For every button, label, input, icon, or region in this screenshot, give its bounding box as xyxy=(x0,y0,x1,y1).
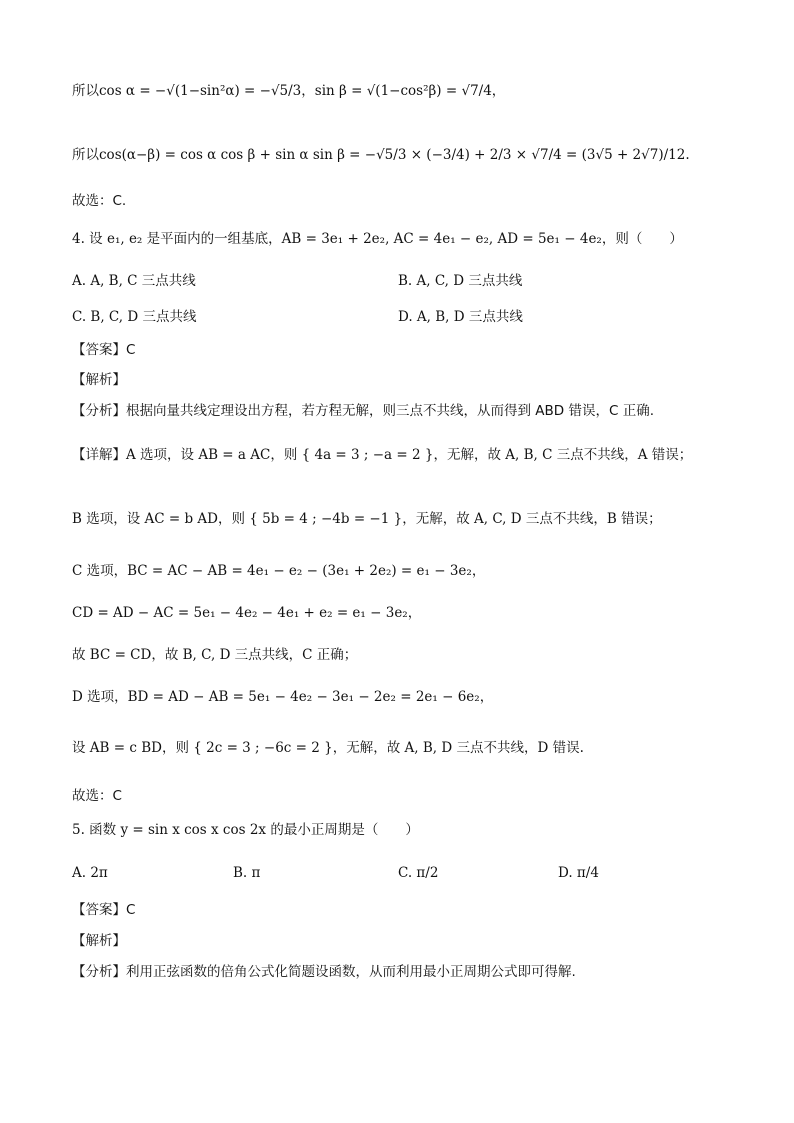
q5-fenxi: 【分析】利用正弦函数的倍角公式化简题设函数，从而利用最小正周期公式即可得解. xyxy=(72,964,576,980)
q4-option-b: B. A, C, D 三点共线 xyxy=(398,273,523,289)
solution-cos-alpha-line: 所以cos α = −√(1−sin²α) = −√5/3，sin β = √(1−cos²β) = √7/4， xyxy=(72,83,506,99)
q5-option-a: A. 2π xyxy=(72,865,108,881)
q4-detail-c3: 故 BC = CD，故 B, C, D 三点共线，C 正确； xyxy=(72,647,358,663)
q4-fenxi: 【分析】根据向量共线定理设出方程，若方程无解，则三点不共线，从而得到 ABD 错误，C 正确. xyxy=(72,403,654,419)
q4-detail-a: 【详解】A 选项，设 AB = a AC，则 { 4a = 3 ; −a = 2 }，无解，故 A, B, C 三点不共线，A 错误； xyxy=(72,447,693,463)
q4-detail-c1: C 选项，BC = AC − AB = 4e₁ − e₂ − (3e₁ + 2e₂) = e₁ − 3e₂， xyxy=(72,563,486,579)
q4-answer: 【答案】C xyxy=(72,342,136,358)
q4-option-a: A. A, B, C 三点共线 xyxy=(72,273,196,289)
answer-choice-line: 故选：C. xyxy=(72,193,127,209)
question-5-stem: 5. 函数 y = sin x cos x cos 2x 的最小正周期是（ ） xyxy=(72,822,419,838)
q4-analysis-heading: 【解析】 xyxy=(72,372,126,388)
question-4-stem: 4. 设 e₁, e₂ 是平面内的一组基底，AB = 3e₁ + 2e₂, AC = 4e₁ − e₂, AD = 5e₁ − 4e₂，则（ ） xyxy=(72,231,683,247)
q4-detail-c2: CD = AD − AC = 5e₁ − 4e₂ − 4e₁ + e₂ = e₁ − 3e₂， xyxy=(72,605,422,621)
q5-analysis-heading: 【解析】 xyxy=(72,933,126,949)
solution-cos-diff-line: 所以cos(α−β) = cos α cos β + sin α sin β = −√5/3 × (−3/4) + 2/3 × √7/4 = (3√5 + 2√7)/12. xyxy=(72,147,690,163)
q4-final-choice: 故选：C xyxy=(72,788,122,804)
q5-option-b: B. π xyxy=(233,865,261,881)
q4-detail-d1: D 选项，BD = AD − AB = 5e₁ − 4e₂ − 3e₁ − 2e₂ = 2e₁ − 6e₂， xyxy=(72,689,494,705)
q4-detail-b: B 选项，设 AC = b AD，则 { 5b = 4 ; −4b = −1 }，无解，故 A, C, D 三点不共线，B 错误； xyxy=(72,511,662,527)
q5-option-d: D. π/4 xyxy=(558,865,599,881)
q4-detail-d2: 设 AB = c BD，则 { 2c = 3 ; −6c = 2 }，无解，故 A, B, D 三点不共线，D 错误. xyxy=(72,740,584,756)
q4-option-c: C. B, C, D 三点共线 xyxy=(72,309,197,325)
q5-answer: 【答案】C xyxy=(72,902,136,918)
q5-option-c: C. π/2 xyxy=(398,865,439,881)
q4-option-d: D. A, B, D 三点共线 xyxy=(398,309,523,325)
